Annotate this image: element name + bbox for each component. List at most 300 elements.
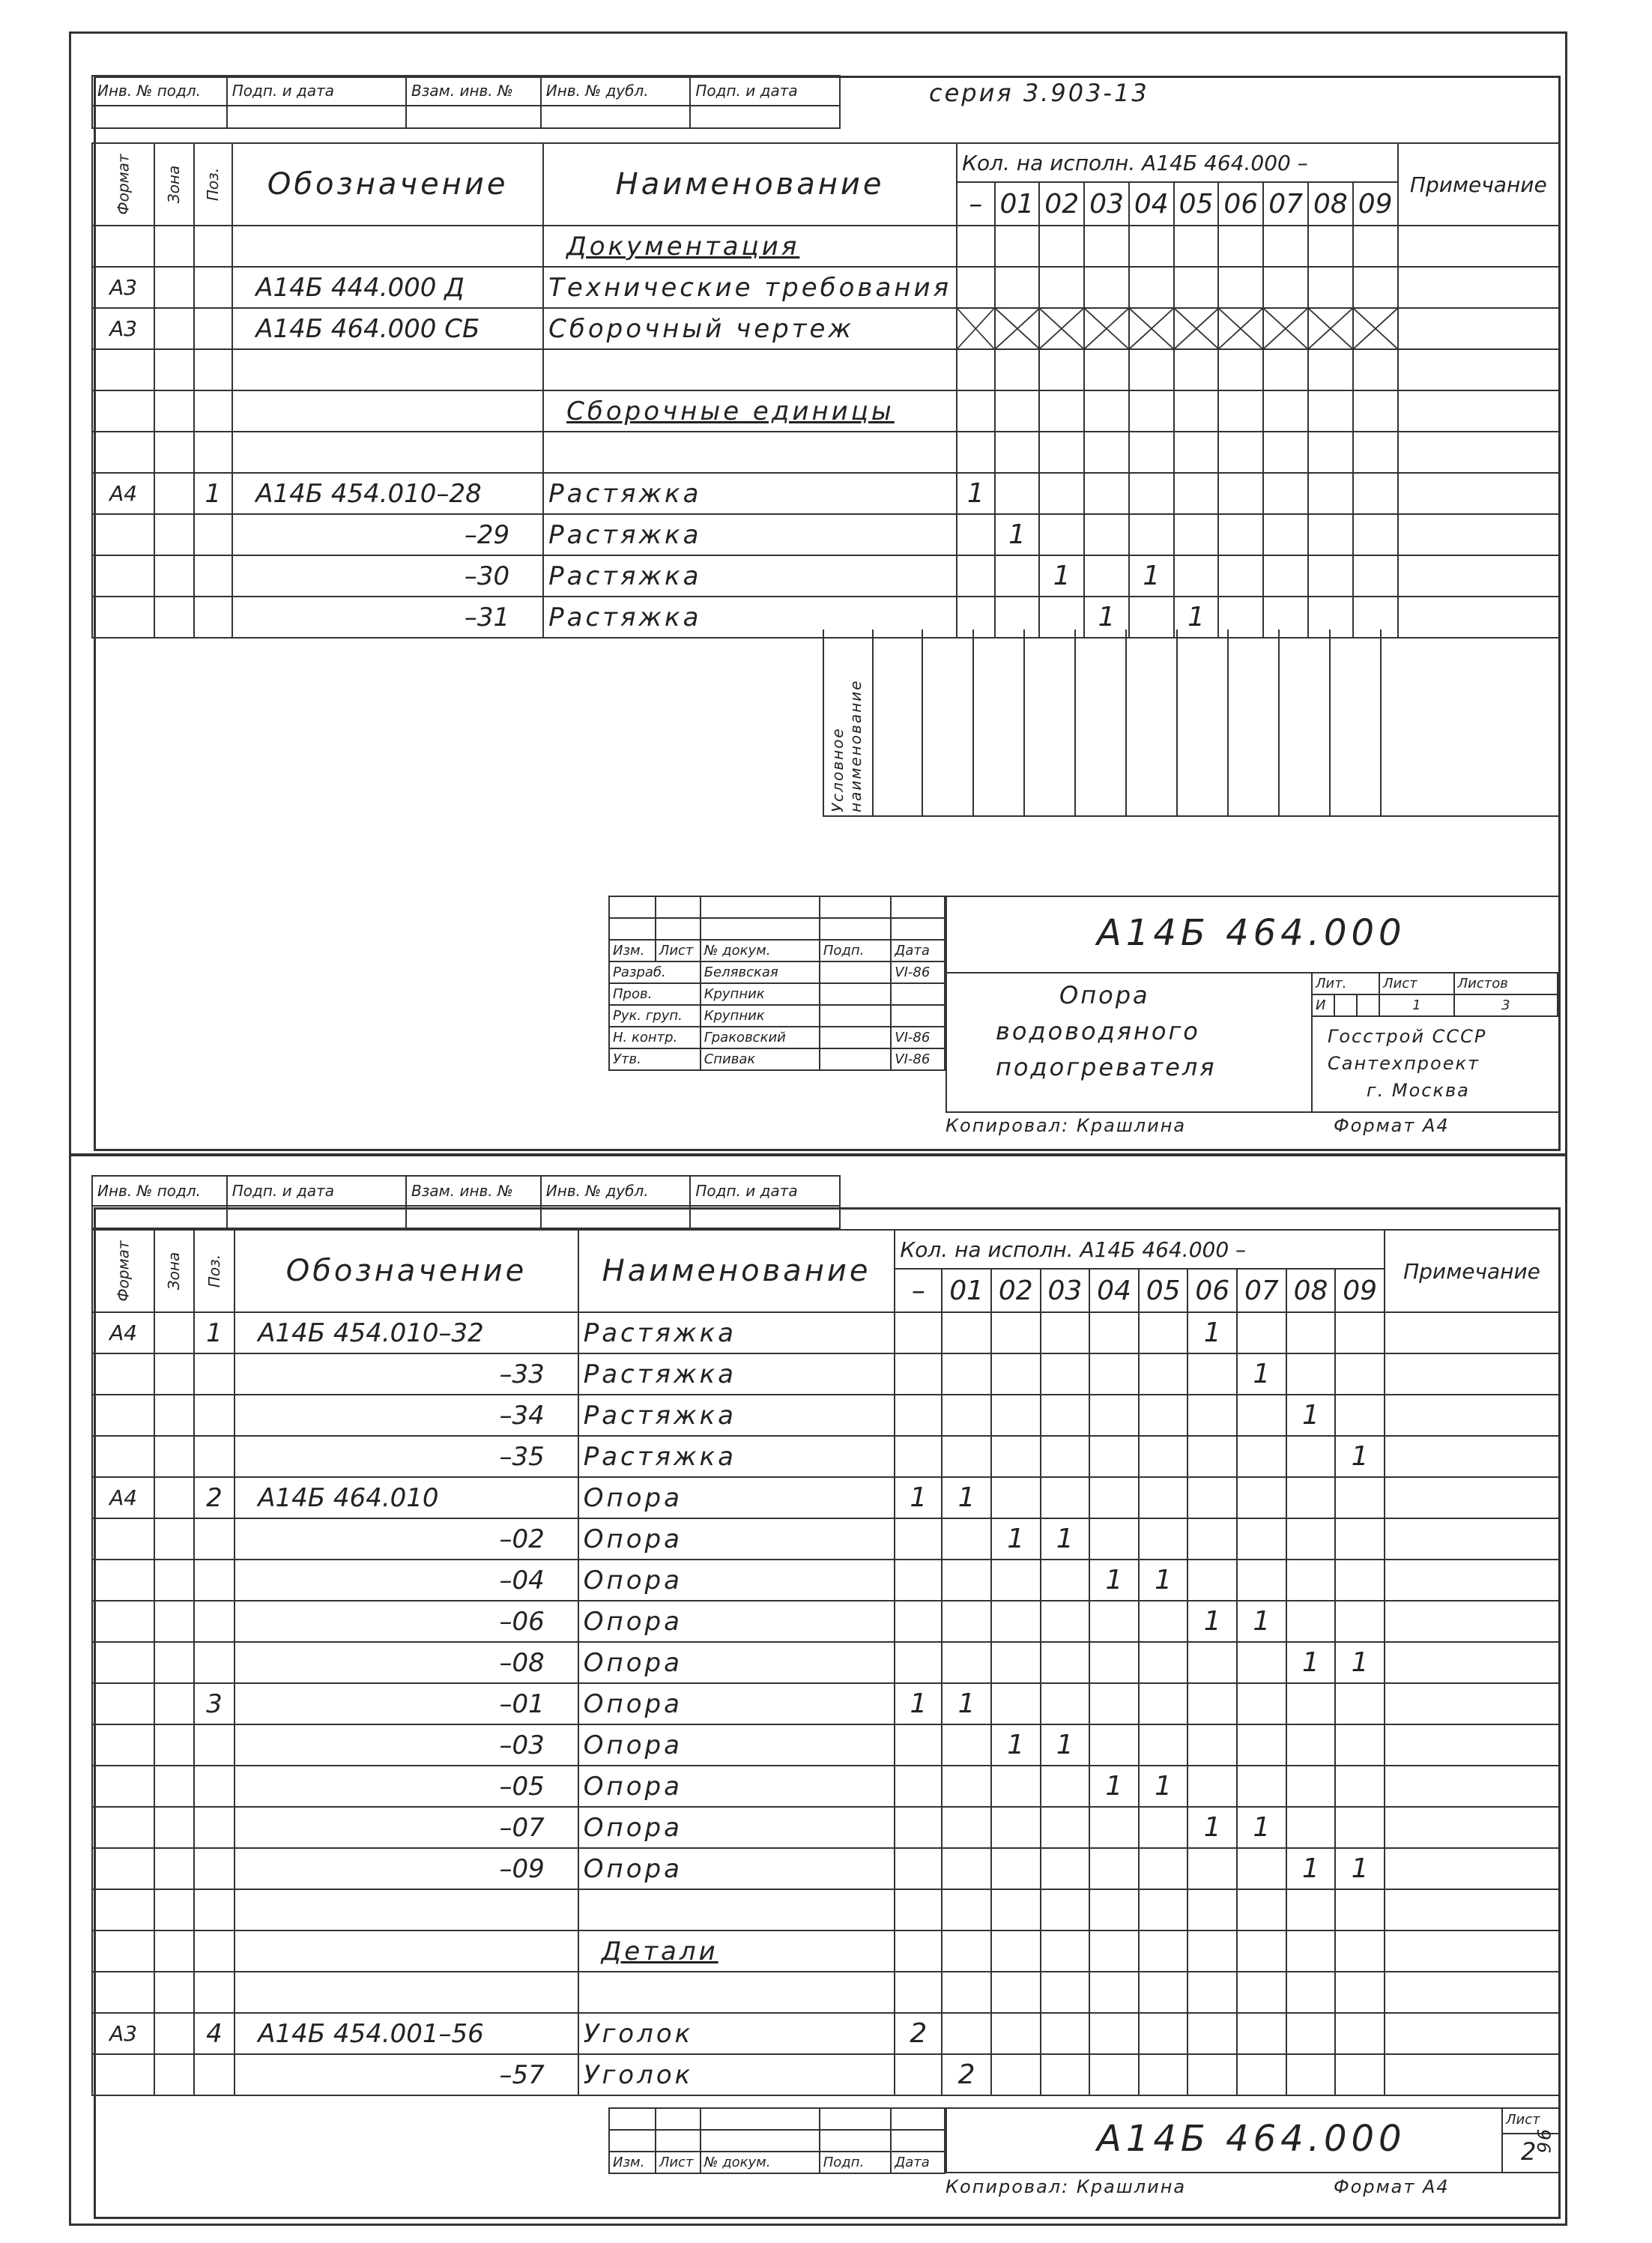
qty-cell — [1237, 1889, 1286, 1930]
qty-cell — [1187, 1848, 1237, 1889]
row-position — [194, 514, 233, 555]
series-label: серия 3.903-13 — [929, 79, 1149, 107]
qty-cell — [895, 1436, 942, 1477]
qty-cell — [1286, 1930, 1336, 1972]
qty-cell — [1084, 226, 1129, 267]
qty-cell — [1335, 1724, 1385, 1766]
qty-cell: 1 — [1139, 1766, 1188, 1807]
row-designation: –09 — [235, 1848, 578, 1889]
header-designation: Обозначение — [232, 143, 543, 226]
row-note — [1385, 1848, 1559, 1889]
qty-cell — [1089, 1683, 1139, 1724]
row-zone — [154, 473, 193, 514]
row-name: Растяжка — [578, 1353, 895, 1395]
qty-cell — [1286, 1436, 1336, 1477]
row-name: Опора — [578, 1601, 895, 1642]
copied-by-1: Копировал: Крашлина — [945, 1115, 1187, 1136]
title-cell — [609, 918, 656, 940]
qty-cell: 1 — [1187, 1312, 1237, 1353]
qty-cell — [942, 2013, 991, 2054]
qty-cell — [991, 1312, 1041, 1353]
qty-cell: 1 — [957, 473, 994, 514]
person-role: Рук. груп. — [609, 1005, 701, 1027]
qty-cell — [1084, 267, 1129, 308]
title-cell — [609, 2130, 656, 2152]
spec-row — [92, 1518, 1559, 1560]
qty-cell — [1139, 1642, 1188, 1683]
row-zone — [154, 1889, 193, 1930]
qty-cell — [1218, 308, 1263, 349]
qty-cell — [957, 349, 994, 390]
conditional-grid-line — [1227, 630, 1229, 815]
header-note: Примечание — [1385, 1230, 1559, 1312]
row-name — [543, 432, 957, 473]
row-note — [1385, 1724, 1559, 1766]
row-zone — [154, 597, 193, 638]
qty-cell — [1089, 1848, 1139, 1889]
row-note — [1398, 473, 1559, 514]
row-position: 3 — [194, 1683, 235, 1724]
qty-cell: 1 — [1237, 1353, 1286, 1395]
qty-cell — [991, 2013, 1041, 2054]
qty-cell — [942, 1972, 991, 2013]
row-position — [194, 1807, 235, 1848]
variant-header: 09 — [1335, 1269, 1385, 1312]
qty-cell — [991, 1683, 1041, 1724]
qty-cell — [1286, 1724, 1336, 1766]
spec-row — [92, 1601, 1559, 1642]
row-designation — [235, 1889, 578, 1930]
title-person-row — [609, 983, 945, 1005]
person-role: Разраб. — [609, 961, 701, 983]
qty-cell — [1129, 432, 1174, 473]
qty-cell — [942, 1724, 991, 1766]
qty-cell — [1039, 308, 1084, 349]
person-date — [891, 983, 945, 1005]
qty-cell — [1218, 267, 1263, 308]
row-designation: А14Б 454.010–28 — [232, 473, 543, 514]
qty-cell: 1 — [1084, 597, 1129, 638]
row-format — [92, 1518, 154, 1560]
title-block-1 — [608, 896, 1560, 1113]
title-people-table — [608, 896, 945, 1071]
qty-cell — [1286, 2013, 1336, 2054]
qty-cell — [1353, 390, 1398, 432]
qty-cell — [942, 1889, 991, 1930]
row-name: Растяжка — [543, 514, 957, 555]
row-name: Опора — [578, 1766, 895, 1807]
row-format — [92, 1766, 154, 1807]
qty-cell — [1308, 349, 1353, 390]
qty-cell — [991, 1766, 1041, 1807]
row-format — [92, 2054, 154, 2095]
title-col-header: Подп. — [820, 2152, 891, 2173]
qty-cell — [1237, 1683, 1286, 1724]
row-note — [1385, 1683, 1559, 1724]
title-col-header: Лист — [656, 940, 701, 961]
copied-by-2: Копировал: Крашлина — [945, 2176, 1187, 2197]
row-position — [194, 226, 233, 267]
title-line-2: водоводяного — [996, 1017, 1200, 1045]
qty-cell — [1335, 2013, 1385, 2054]
row-name: Опора — [578, 1724, 895, 1766]
qty-cell — [942, 1930, 991, 1972]
title-col-header: Дата — [891, 940, 945, 961]
spec-row — [92, 1807, 1559, 1848]
qty-cell — [1286, 1312, 1336, 1353]
qty-cell — [1129, 308, 1174, 349]
qty-cell — [1041, 1766, 1090, 1807]
stamp-header: Инв. № подл. — [92, 76, 227, 106]
row-position — [194, 349, 233, 390]
qty-cell — [1041, 1683, 1090, 1724]
row-position — [194, 267, 233, 308]
spec-row — [92, 226, 1559, 267]
qty-cell — [1089, 1807, 1139, 1848]
stamp-header: Подп. и дата — [690, 1176, 840, 1206]
row-position — [194, 390, 233, 432]
row-name: Растяжка — [543, 597, 957, 638]
qty-cell — [991, 1807, 1041, 1848]
row-note — [1385, 1601, 1559, 1642]
qty-cell — [1089, 1972, 1139, 2013]
row-zone — [154, 1766, 193, 1807]
qty-cell — [1174, 308, 1219, 349]
stamp-cell — [227, 106, 406, 128]
qty-cell — [895, 1601, 942, 1642]
stamp-cell — [690, 1206, 840, 1228]
person-name: Граковский — [701, 1027, 820, 1048]
qty-cell — [991, 1395, 1041, 1436]
qty-cell — [1353, 432, 1398, 473]
title-cell — [609, 896, 656, 918]
qty-cell — [1039, 349, 1084, 390]
qty-cell — [895, 1395, 942, 1436]
row-note — [1385, 1477, 1559, 1518]
qty-cell — [1089, 1312, 1139, 1353]
row-designation: –34 — [235, 1395, 578, 1436]
sheets-value: 3 — [1454, 994, 1558, 1016]
page-number: 96 — [1534, 2127, 1555, 2154]
qty-cell — [991, 2054, 1041, 2095]
qty-cell — [991, 1436, 1041, 1477]
row-note — [1385, 1312, 1559, 1353]
qty-cell — [1041, 1848, 1090, 1889]
stamp-header: Взам. инв. № — [406, 1176, 541, 1206]
row-name: Документация — [543, 226, 957, 267]
row-name: Растяжка — [578, 1436, 895, 1477]
variant-header: 05 — [1174, 182, 1219, 226]
qty-cell — [1218, 432, 1263, 473]
row-note — [1385, 1560, 1559, 1601]
qty-cell: 1 — [1187, 1601, 1237, 1642]
qty-cell — [1089, 1724, 1139, 1766]
org-line-2: Сантехпроект — [1328, 1053, 1480, 1074]
row-format — [92, 432, 154, 473]
header-zone: Зона — [154, 143, 193, 226]
conditional-name-grid — [872, 630, 1561, 815]
qty-cell — [1237, 2013, 1286, 2054]
row-designation — [235, 1930, 578, 1972]
qty-cell — [1089, 2054, 1139, 2095]
row-format — [92, 1395, 154, 1436]
variant-header: 02 — [991, 1269, 1041, 1312]
title-person-row — [609, 1027, 945, 1048]
qty-cell — [1335, 1601, 1385, 1642]
stamp-top-2 — [91, 1175, 841, 1229]
qty-cell — [1263, 390, 1308, 432]
row-format — [92, 1930, 154, 1972]
qty-cell — [1237, 2054, 1286, 2095]
lit-table — [1311, 972, 1558, 1017]
row-designation — [235, 1972, 578, 2013]
row-format — [92, 555, 154, 597]
qty-cell: 1 — [1089, 1766, 1139, 1807]
qty-cell — [1286, 1601, 1336, 1642]
qty-cell — [957, 555, 994, 597]
qty-cell — [1187, 1930, 1237, 1972]
spec-row — [92, 1560, 1559, 1601]
title-col-header: Дата — [891, 2152, 945, 2173]
row-designation: –57 — [235, 2054, 578, 2095]
qty-cell — [1263, 267, 1308, 308]
qty-cell — [895, 1766, 942, 1807]
qty-cell — [991, 1477, 1041, 1518]
qty-cell — [995, 267, 1040, 308]
qty-cell — [942, 1560, 991, 1601]
qty-cell: 1 — [1286, 1848, 1336, 1889]
stamp-cell — [541, 106, 691, 128]
qty-cell — [1353, 555, 1398, 597]
row-note — [1385, 1353, 1559, 1395]
stamp-header: Инв. № дубл. — [541, 76, 691, 106]
qty-cell: 1 — [1286, 1395, 1336, 1436]
qty-cell — [1218, 555, 1263, 597]
qty-cell — [1041, 2054, 1090, 2095]
title-cell — [701, 896, 820, 918]
person-date: VI-86 — [891, 1027, 945, 1048]
stamp-header: Подп. и дата — [227, 1176, 406, 1206]
row-name: Опора — [578, 1848, 895, 1889]
person-signature — [820, 1027, 891, 1048]
qty-cell — [895, 1724, 942, 1766]
row-zone — [154, 1724, 193, 1766]
row-zone — [154, 1518, 193, 1560]
spec-row — [92, 390, 1559, 432]
qty-cell — [1237, 1312, 1286, 1353]
qty-cell — [1308, 226, 1353, 267]
qty-cell — [942, 1395, 991, 1436]
sheet-value: 1 — [1379, 994, 1454, 1016]
row-note — [1385, 1518, 1559, 1560]
qty-cell: 1 — [1174, 597, 1219, 638]
qty-cell — [1084, 390, 1129, 432]
row-name: Сборочные единицы — [543, 390, 957, 432]
header-name: Наименование — [543, 143, 957, 226]
row-position — [194, 1353, 235, 1395]
conditional-name-label-box — [824, 630, 874, 815]
row-format — [92, 1560, 154, 1601]
spec-row — [92, 473, 1559, 514]
title-cols-table-2 — [608, 2107, 945, 2174]
spec-row — [92, 1848, 1559, 1889]
qty-cell — [1084, 514, 1129, 555]
qty-cell — [1335, 1972, 1385, 2013]
row-designation: А14Б 454.010–32 — [235, 1312, 578, 1353]
row-name — [543, 349, 957, 390]
spec-row — [92, 1312, 1559, 1353]
header-zone: Зона — [154, 1230, 193, 1312]
row-name: Детали — [578, 1930, 895, 1972]
header-designation: Обозначение — [235, 1230, 578, 1312]
row-note — [1398, 226, 1559, 267]
qty-cell — [1286, 1560, 1336, 1601]
spec-row — [92, 2013, 1559, 2054]
qty-cell — [1084, 308, 1129, 349]
row-name: Технические требования — [543, 267, 957, 308]
qty-cell — [1139, 1683, 1188, 1724]
spec-body-1 — [92, 226, 1559, 638]
row-format — [92, 1436, 154, 1477]
row-format — [92, 1601, 154, 1642]
row-format: А3 — [92, 267, 154, 308]
row-zone — [154, 1972, 193, 2013]
qty-cell — [895, 1889, 942, 1930]
row-note — [1385, 1889, 1559, 1930]
row-name: Опора — [578, 1560, 895, 1601]
qty-cell — [1089, 1518, 1139, 1560]
spec-row — [92, 349, 1559, 390]
qty-cell — [1286, 1972, 1336, 2013]
stamp-cell — [406, 1206, 541, 1228]
qty-cell — [1174, 514, 1219, 555]
row-position — [194, 1889, 235, 1930]
row-name: Уголок — [578, 2013, 895, 2054]
row-designation: –01 — [235, 1683, 578, 1724]
qty-cell — [1139, 2013, 1188, 2054]
person-role: Н. контр. — [609, 1027, 701, 1048]
row-format: А4 — [92, 1312, 154, 1353]
row-position — [194, 1930, 235, 1972]
header-position: Поз. — [194, 1230, 235, 1312]
doc-number-2: А14Б 464.000 — [1097, 2118, 1406, 2160]
title-cell — [656, 2108, 701, 2130]
qty-cell — [1174, 473, 1219, 514]
row-format — [92, 390, 154, 432]
row-zone — [154, 514, 193, 555]
qty-cell — [991, 1560, 1041, 1601]
row-note — [1398, 432, 1559, 473]
row-position: 4 — [194, 2013, 235, 2054]
qty-cell — [1084, 555, 1129, 597]
qty-cell — [1335, 1807, 1385, 1848]
title-cell — [820, 2108, 891, 2130]
qty-cell — [991, 1642, 1041, 1683]
qty-cell: 1 — [1129, 555, 1174, 597]
title-cell — [701, 2108, 820, 2130]
row-designation — [232, 390, 543, 432]
qty-cell — [1263, 432, 1308, 473]
title-cell — [891, 2130, 945, 2152]
qty-cell — [1308, 514, 1353, 555]
qty-cell — [1139, 1353, 1188, 1395]
header-position: Поз. — [194, 143, 233, 226]
title-cell — [656, 2130, 701, 2152]
row-position — [194, 1972, 235, 2013]
title-col-header: Изм. — [609, 940, 656, 961]
qty-cell — [1308, 432, 1353, 473]
title-col-header: Лист — [656, 2152, 701, 2173]
row-zone — [154, 1312, 193, 1353]
row-name — [578, 1889, 895, 1930]
qty-cell — [1139, 1848, 1188, 1889]
spec-row — [92, 1683, 1559, 1724]
row-format: А3 — [92, 308, 154, 349]
qty-cell — [1129, 267, 1174, 308]
spec-row — [92, 1930, 1559, 1972]
row-zone — [154, 390, 193, 432]
row-name: Опора — [578, 1807, 895, 1848]
qty-cell — [942, 1518, 991, 1560]
row-format — [92, 1889, 154, 1930]
qty-cell — [957, 390, 994, 432]
row-note — [1385, 1642, 1559, 1683]
conditional-grid-line — [1278, 630, 1280, 815]
qty-cell — [1308, 390, 1353, 432]
qty-cell: 1 — [991, 1518, 1041, 1560]
qty-cell — [895, 1560, 942, 1601]
qty-cell: 1 — [991, 1724, 1041, 1766]
qty-cell — [1335, 1395, 1385, 1436]
row-designation: А14Б 454.001–56 — [235, 2013, 578, 2054]
row-designation: –05 — [235, 1766, 578, 1807]
person-date — [891, 1005, 945, 1027]
person-name: Белявская — [701, 961, 820, 983]
qty-cell: 1 — [1237, 1601, 1286, 1642]
qty-cell — [942, 1848, 991, 1889]
stamp-cell — [406, 106, 541, 128]
row-name: Растяжка — [543, 473, 957, 514]
qty-cell — [1237, 1930, 1286, 1972]
variant-header: 03 — [1084, 182, 1129, 226]
title-cell — [701, 2130, 820, 2152]
qty-cell — [1139, 1889, 1188, 1930]
qty-cell — [1187, 1353, 1237, 1395]
row-note — [1398, 514, 1559, 555]
qty-cell — [1041, 1930, 1090, 1972]
spec-table-2 — [91, 1229, 1560, 2096]
qty-cell — [1286, 2054, 1336, 2095]
title-cell — [891, 918, 945, 940]
row-position — [194, 1642, 235, 1683]
qty-cell — [1335, 1312, 1385, 1353]
qty-cell — [1237, 1642, 1286, 1683]
qty-cell — [1041, 1972, 1090, 2013]
qty-cell — [1335, 1889, 1385, 1930]
row-note — [1385, 1930, 1559, 1972]
spec-row — [92, 1436, 1559, 1477]
row-zone — [154, 432, 193, 473]
row-name: Опора — [578, 1518, 895, 1560]
stamp-header: Подп. и дата — [227, 76, 406, 106]
header-qty-title: Кол. на исполн. А14Б 464.000 – — [957, 143, 1398, 182]
row-name: Растяжка — [543, 555, 957, 597]
row-designation: –03 — [235, 1724, 578, 1766]
spec-row — [92, 1724, 1559, 1766]
qty-cell — [1353, 308, 1398, 349]
qty-cell — [991, 1930, 1041, 1972]
person-role: Утв. — [609, 1048, 701, 1070]
